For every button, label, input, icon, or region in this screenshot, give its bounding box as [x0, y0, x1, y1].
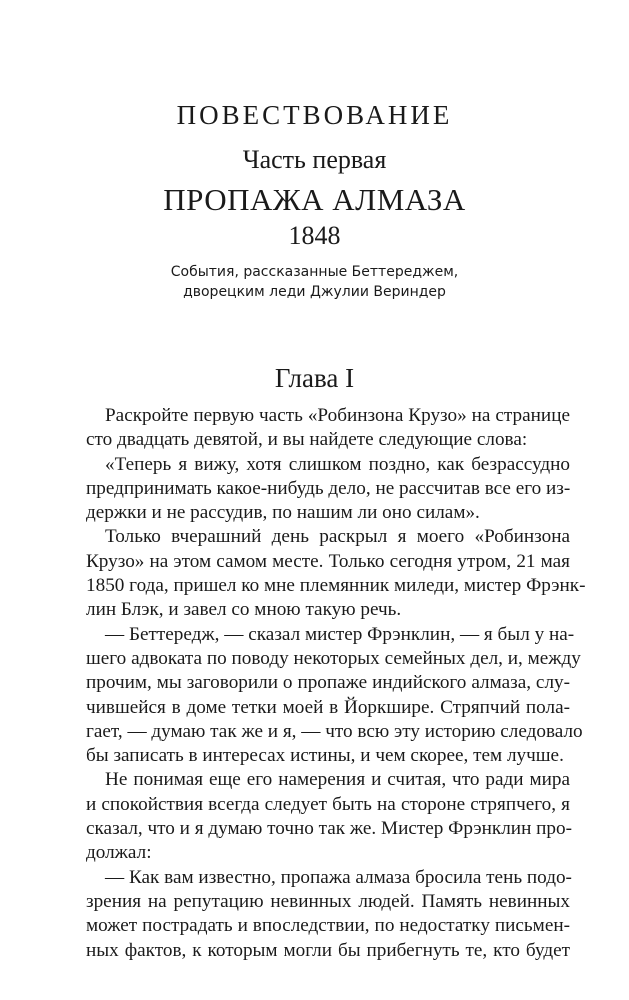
- body-text: [86, 404, 586, 963]
- text-line: Не понимая еще его намерения и считая, что ради мира: [105, 769, 570, 791]
- section-title: ПОВЕСТВОВАНИЕ: [176, 100, 453, 130]
- book-title: ПРОПАЖА АЛМАЗА: [163, 182, 466, 217]
- text-line: предпринимать какое-нибудь дело, не рассчитав все его из-: [86, 477, 571, 499]
- chapter-title: Глава I: [274, 363, 355, 393]
- text-line: лин Блэк, и завел со мною такую речь.: [86, 599, 402, 621]
- text-line: чившейся в доме тетки моей в Йоркшире. Стряпчий пола-: [86, 696, 570, 718]
- text-line: — Как вам известно, пропажа алмаза бросила тень подо-: [105, 866, 572, 888]
- text-line: прочим, мы заговорили о пропаже индийского алмаза, слу-: [86, 672, 570, 694]
- subtitle-line: дворецким леди Джулии Вериндер: [183, 284, 446, 300]
- text-line: Только вчерашний день раскрыл я моего «Робинзона: [105, 526, 570, 548]
- text-line: сто двадцать девятой, и вы найдете следующие слова:: [86, 429, 528, 451]
- subtitle-line: События, рассказанные Беттереджем,: [170, 264, 459, 280]
- text-line: сказал, что и я думаю точно так же. Мистер Фрэнклин про-: [86, 818, 572, 840]
- text-line: гает, — думаю так же и я, — что всю эту историю следовало: [86, 720, 583, 742]
- text-line: Крузо» на этом самом месте. Только сегодня утром, 21 мая: [86, 550, 570, 572]
- text-line: зрения на репутацию невинных людей. Память невинных: [86, 890, 570, 912]
- text-line: и спокойствия всегда следует быть на стороне стряпчего, я: [86, 793, 570, 815]
- text-line: ных фактов, к которым могли бы прибегнуть те, кто будет: [86, 939, 570, 961]
- text-line: «Теперь я вижу, хотя слишком поздно, как безрассудно: [105, 453, 570, 475]
- text-line: шего адвоката по поводу некоторых семейных дел, и, между: [86, 647, 581, 669]
- text-line: должал:: [86, 842, 152, 864]
- text-line: — Беттередж, — сказал мистер Фрэнклин, — я был у на-: [105, 623, 575, 645]
- text-line: держки и не рассудив, по нашим ли оно силам».: [86, 502, 480, 524]
- part-title: Часть первая: [242, 145, 387, 174]
- text-line: бы записать в интересах истины, и чем скорее, тем лучше.: [86, 745, 564, 767]
- text-line: может пострадать и впоследствии, по недостатку письмен-: [86, 915, 570, 937]
- text-line: 1850 года, пришел ко мне племянник миледи, мистер Фрэнк-: [86, 575, 586, 597]
- year: 1848: [288, 221, 341, 250]
- text-line: Раскройте первую часть «Робинзона Крузо» на странице: [105, 405, 570, 426]
